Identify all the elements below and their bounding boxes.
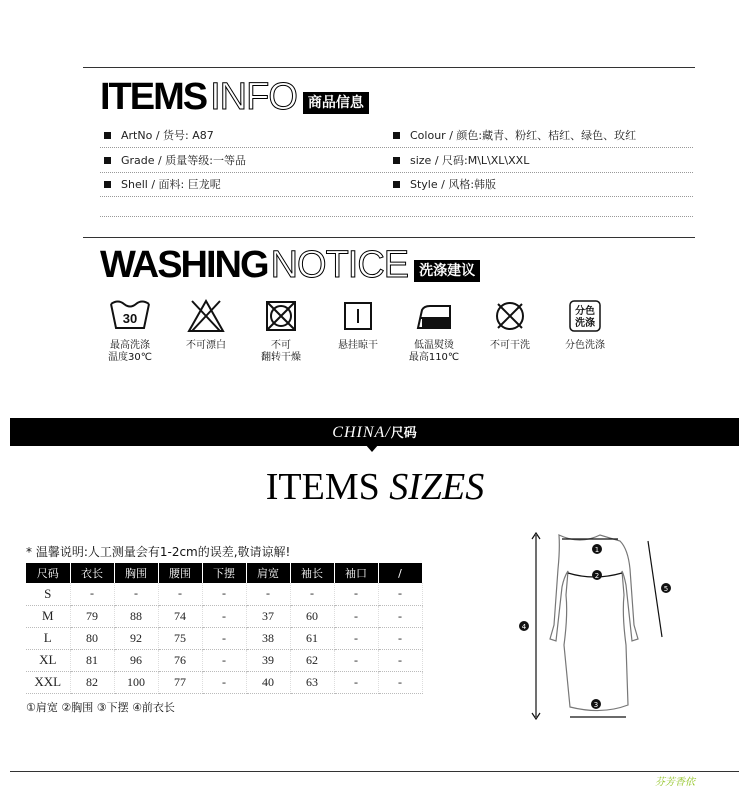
- measure-legend: ①肩宽 ②胸围 ③下摆 ④前衣长: [26, 701, 175, 714]
- table-cell: 79: [70, 605, 114, 627]
- info-shell: Shell / 面料: 巨龙呢: [104, 176, 221, 192]
- table-cell: 61: [290, 627, 334, 649]
- header-cell: 肩宽: [246, 563, 290, 583]
- svg-text:5: 5: [663, 585, 669, 593]
- header-cell: 袖长: [290, 563, 334, 583]
- table-cell: L: [26, 627, 70, 649]
- table-cell: 88: [114, 605, 158, 627]
- table-cell: -: [334, 627, 378, 649]
- items-sizes-title: ITEMS SIZES: [265, 466, 485, 508]
- table-cell: -: [114, 583, 158, 605]
- svg-text:30: 30: [122, 311, 138, 326]
- table-cell: 37: [246, 605, 290, 627]
- no-dry-clean-icon: [492, 298, 528, 334]
- bullet-square-icon: [393, 181, 400, 188]
- washing-badge: 洗涤建议: [414, 260, 480, 282]
- table-cell: -: [378, 627, 422, 649]
- wash-30-icon: [108, 298, 152, 334]
- svg-text:3: 3: [593, 701, 599, 709]
- table-cell: 76: [158, 649, 202, 671]
- size-note: * 温馨说明:人工测量会有1-2cm的误差,敬请谅解!: [26, 545, 291, 559]
- bullet-square-icon: [104, 157, 111, 164]
- table-cell: -: [334, 583, 378, 605]
- wash-label: 低温熨烫: [414, 340, 454, 351]
- bullet-square-icon: [104, 181, 111, 188]
- table-cell: 62: [290, 649, 334, 671]
- wash-label: 悬挂晾干: [338, 340, 378, 351]
- table-cell: 82: [70, 671, 114, 693]
- table-cell: 39: [246, 649, 290, 671]
- table-row: [26, 583, 422, 605]
- header-cell: 尺码: [26, 563, 70, 583]
- bullet-square-icon: [104, 132, 111, 139]
- table-cell: -: [334, 605, 378, 627]
- table-cell: M: [26, 605, 70, 627]
- table-cell: -: [334, 649, 378, 671]
- svg-text:分色: 分色: [575, 306, 595, 317]
- info-artno: ArtNo / 货号: A87: [104, 127, 214, 143]
- items-info-badge: 商品信息: [303, 92, 369, 114]
- wash-item-30: [95, 298, 165, 364]
- table-cell: 38: [246, 627, 290, 649]
- top-rule: [83, 67, 695, 68]
- table-row: [26, 605, 422, 627]
- china-bar-notch: [365, 444, 379, 452]
- size-table: [26, 563, 423, 694]
- table-cell: -: [202, 627, 246, 649]
- table-cell: -: [378, 649, 422, 671]
- measure-lines: [532, 533, 662, 719]
- washing-title-bold: WASHING: [100, 244, 268, 286]
- separate-wash-icon: [567, 298, 603, 334]
- table-cell: XL: [26, 649, 70, 671]
- info-colour: Colour / 颜色:藏青、粉红、桔红、绿色、玫红: [393, 127, 636, 143]
- dotted-divider: [100, 147, 693, 148]
- wash-label: 不可: [271, 340, 291, 351]
- table-cell: S: [26, 583, 70, 605]
- items-info-heading: [100, 78, 369, 116]
- table-cell: -: [158, 583, 202, 605]
- table-cell: -: [202, 671, 246, 693]
- table-cell: 77: [158, 671, 202, 693]
- svg-text:1: 1: [594, 546, 600, 554]
- dress-outline: [550, 535, 638, 711]
- dress-measurement-diagram: [512, 525, 672, 725]
- footer-rule: [10, 771, 739, 772]
- items-info-title-thin: INFO: [210, 76, 297, 118]
- wash-item-separate: [550, 298, 620, 352]
- wash-label: 不可干洗: [490, 340, 530, 351]
- table-cell: 80: [70, 627, 114, 649]
- wash-label: 最高110℃: [408, 352, 460, 363]
- header-cell: 腰围: [158, 563, 202, 583]
- low-iron-icon: [412, 298, 456, 334]
- dotted-divider: [100, 196, 693, 197]
- washing-title-thin: NOTICE: [270, 244, 409, 286]
- table-row: [26, 671, 422, 693]
- svg-text:2: 2: [594, 572, 600, 580]
- table-cell: 81: [70, 649, 114, 671]
- header-cell: 胸围: [114, 563, 158, 583]
- wash-item-no-dry-clean: [475, 298, 545, 352]
- info-size: size / 尺码:M\L\XL\XXL: [393, 152, 529, 168]
- wash-label: 不可漂白: [186, 340, 226, 351]
- wash-item-hang: [323, 298, 393, 352]
- table-cell: 92: [114, 627, 158, 649]
- table-cell: -: [378, 671, 422, 693]
- wash-label: 最高洗涤: [110, 340, 150, 351]
- hang-dry-icon: [340, 298, 376, 334]
- header-cell: /: [378, 563, 422, 583]
- wash-label: 温度30℃: [108, 352, 152, 363]
- table-cell: -: [378, 605, 422, 627]
- table-cell: -: [70, 583, 114, 605]
- wash-item-no-tumble: [246, 298, 316, 364]
- table-cell: 40: [246, 671, 290, 693]
- bullet-square-icon: [393, 157, 400, 164]
- table-cell: 63: [290, 671, 334, 693]
- table-row: [26, 649, 422, 671]
- table-cell: -: [202, 605, 246, 627]
- info-grade: Grade / 质量等级:一等品: [104, 152, 246, 168]
- table-cell: -: [246, 583, 290, 605]
- svg-text:洗涤: 洗涤: [575, 318, 595, 329]
- dotted-divider: [100, 216, 693, 217]
- header-cell: 下摆: [202, 563, 246, 583]
- washing-heading: [100, 246, 480, 284]
- table-cell: -: [290, 583, 334, 605]
- table-cell: -: [202, 583, 246, 605]
- table-cell: -: [202, 649, 246, 671]
- china-size-label: CHINA/尺码: [332, 424, 417, 441]
- wash-item-iron: [399, 298, 469, 364]
- washing-rule: [83, 237, 695, 238]
- table-cell: -: [334, 671, 378, 693]
- wash-label: 分色洗涤: [565, 340, 605, 351]
- table-cell: 96: [114, 649, 158, 671]
- table-cell: -: [378, 583, 422, 605]
- dotted-divider: [100, 172, 693, 173]
- shop-watermark: 芬芳香依: [655, 777, 695, 788]
- bullet-square-icon: [393, 132, 400, 139]
- size-table-header: [26, 563, 422, 583]
- wash-label: 翻转干燥: [261, 352, 301, 363]
- table-row: [26, 627, 422, 649]
- china-size-bar: [10, 418, 739, 446]
- no-tumble-dry-icon: [263, 298, 299, 334]
- wash-item-no-bleach: [171, 298, 241, 352]
- table-cell: 74: [158, 605, 202, 627]
- measure-markers: [519, 544, 671, 709]
- svg-text:4: 4: [521, 623, 527, 631]
- no-bleach-icon: [186, 298, 226, 334]
- table-cell: XXL: [26, 671, 70, 693]
- items-info-title-bold: ITEMS: [100, 76, 207, 118]
- header-cell: 袖口: [334, 563, 378, 583]
- header-cell: 衣长: [70, 563, 114, 583]
- table-cell: 100: [114, 671, 158, 693]
- table-cell: 60: [290, 605, 334, 627]
- info-style: Style / 风格:韩版: [393, 176, 496, 192]
- table-cell: 75: [158, 627, 202, 649]
